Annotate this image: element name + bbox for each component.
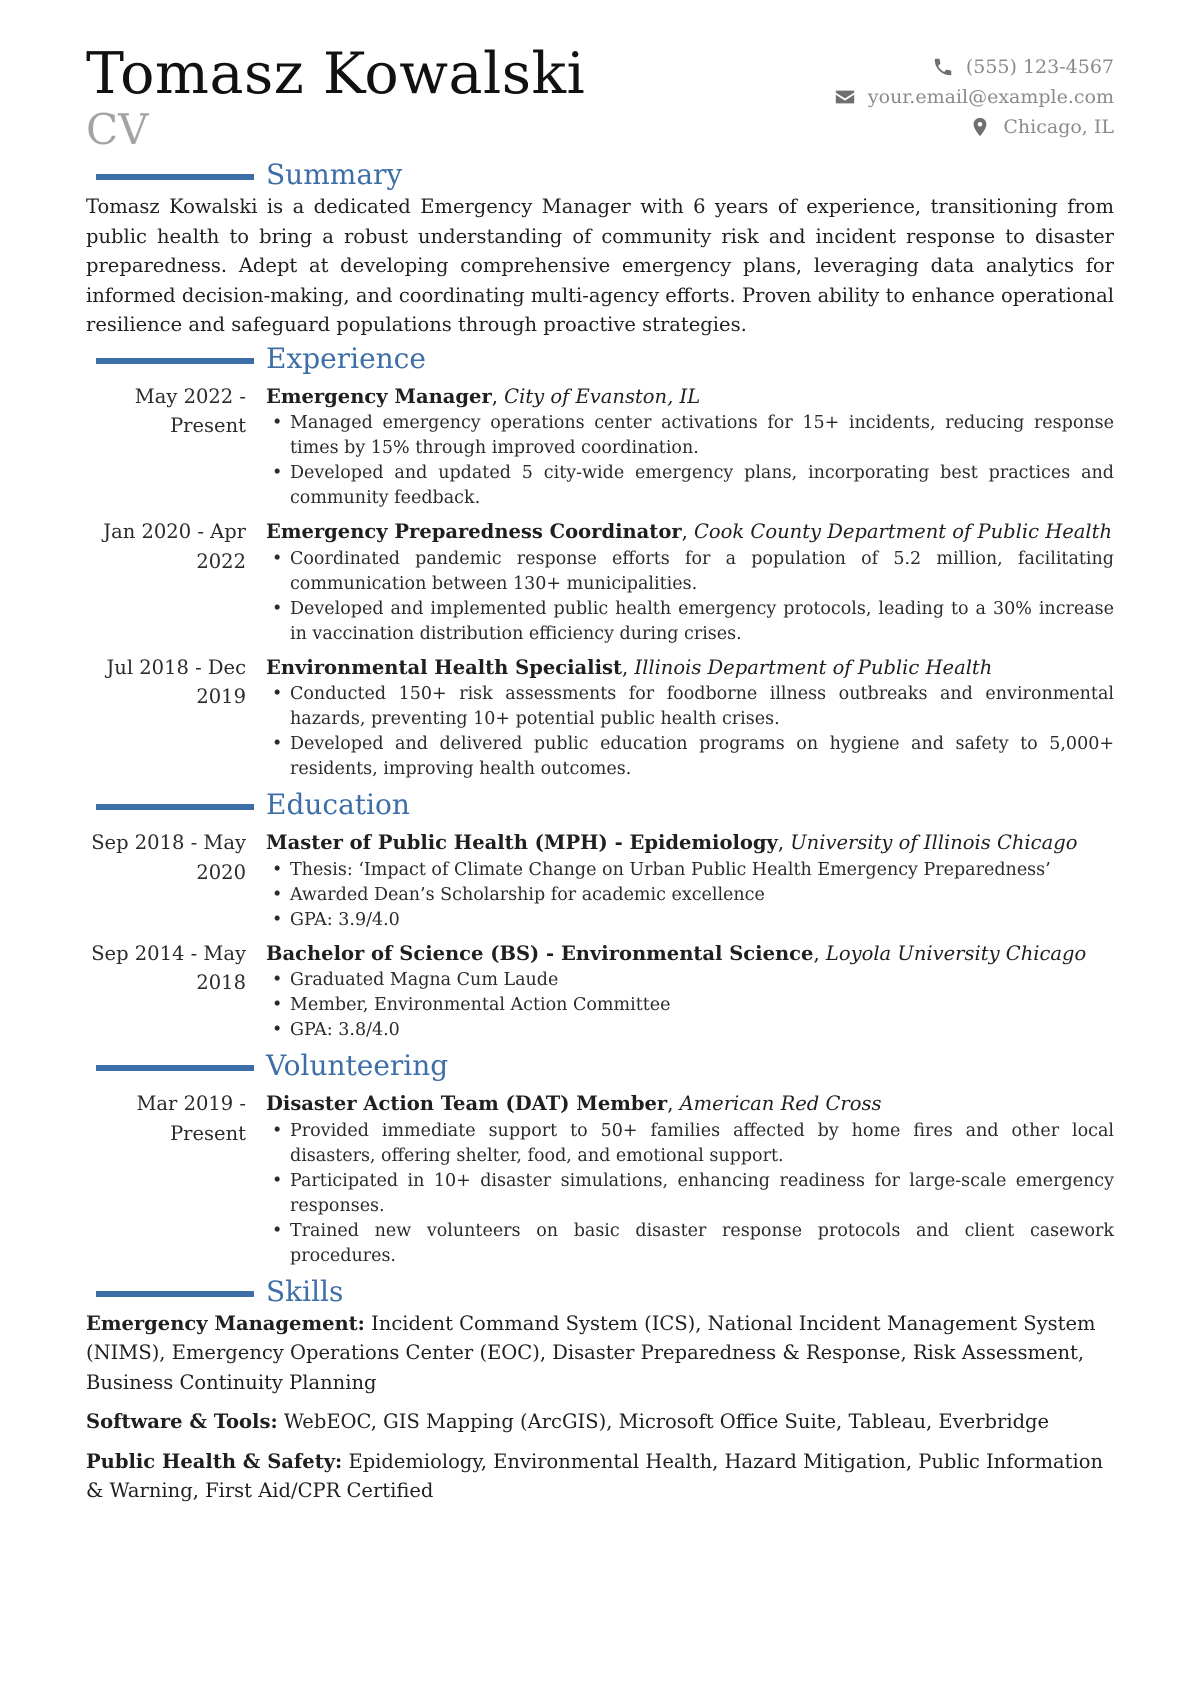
- entry-role: Emergency Preparedness Coordinator: [266, 520, 682, 543]
- experience-section: [86, 342, 1114, 783]
- entry-heading: Environmental Health Specialist, Illinois Department of Public Health: [266, 655, 993, 679]
- entry-organization: Cook County Department of Public Health: [694, 520, 1113, 543]
- entry-date: Sep 2018 - May 2020: [91, 831, 246, 884]
- bullet-item: • Provided immediate support to 50+ families affected by home fires and other local disasters, offering shelter, food, and emotional support.: [266, 1119, 1114, 1169]
- candidate-name: Tomasz Kowalski: [86, 41, 586, 107]
- section-header: [86, 158, 1114, 192]
- entry-date: Jan 2020 - Apr 2022: [103, 520, 246, 573]
- education-list: [86, 828, 1114, 1043]
- experience-list: [86, 382, 1114, 783]
- skill-group-text: Incident Command System (ICS), National Incident Management System (NIMS), Emergency Operations Center (EOC), Disaster Preparedness & Response, Risk Assessment, Business Continuity Planning: [86, 1311, 1096, 1394]
- bullet-item: • Developed and implemented public health emergency protocols, leading to a 30% increase in vaccination distribution efficiency during crises.: [266, 597, 1114, 647]
- entry-main: [266, 517, 1114, 647]
- entry-organization: Illinois Department of Public Health: [634, 655, 993, 679]
- skill-group-label: Public Health & Safety:: [86, 1449, 343, 1473]
- skill-group-label: Software & Tools:: [86, 1410, 278, 1433]
- summary-text: Tomasz Kowalski is a dedicated Emergency Manager with 6 years of experience, transitioning from public health to bring a robust understanding of community risk and incident response to disaster preparedness. Adept at developing comprehensive emergency plans, leveraging data analytics for informed decision-making, and coordinating multi-agency efforts. Proven ability to enhance operational resilience and safeguard populations through proactive strategies.: [86, 195, 1114, 336]
- entry-date: May 2022 - Present: [134, 384, 246, 437]
- entry-role: Bachelor of Science (BS) - Environmental Science: [266, 941, 814, 965]
- entry-organization: City of Evanston, IL: [504, 384, 701, 408]
- skill-group-text: Epidemiology, Environmental Health, Hazard Mitigation, Public Information & Warning, First Aid/CPR Certified: [86, 1449, 1104, 1502]
- section-header: [86, 1049, 1114, 1083]
- entry-role: Environmental Health Specialist: [266, 655, 622, 679]
- section-rule: [96, 174, 254, 180]
- section-title-experience: Experience: [266, 341, 426, 375]
- entry-role: Disaster Action Team (DAT) Member: [266, 1092, 668, 1115]
- education-section: [86, 788, 1114, 1043]
- entry-role: Master of Public Health (MPH) - Epidemiology: [266, 831, 778, 854]
- bullet-item: • GPA: 3.9/4.0: [266, 908, 1114, 933]
- contact-phone: [834, 52, 1114, 82]
- entry-role: Emergency Manager: [266, 384, 492, 408]
- entry: [86, 517, 1114, 647]
- skill-group: [86, 1447, 1114, 1506]
- bullet-item: • Trained new volunteers on basic disaster response protocols and client casework procedures.: [266, 1219, 1114, 1269]
- entry-heading: Disaster Action Team (DAT) Member, American Red Cross: [266, 1092, 882, 1115]
- entry: [86, 939, 1114, 1044]
- section-header: [86, 1275, 1114, 1309]
- entry-date: Mar 2019 - Present: [136, 1092, 246, 1145]
- entry: [86, 653, 1114, 783]
- skill-group: [86, 1309, 1114, 1398]
- skill-group: [86, 1407, 1114, 1437]
- entry-bullets: [266, 547, 1114, 647]
- bullet-item: • Coordinated pandemic response efforts for a population of 5.2 million, facilitating communication between 130+ municipalities.: [266, 547, 1114, 597]
- skill-group-text: WebEOC, GIS Mapping (ArcGIS), Microsoft Office Suite, Tableau, Everbridge: [283, 1410, 1050, 1433]
- entry-bullets: [266, 411, 1114, 511]
- phone-icon: [932, 56, 954, 78]
- entry-main: [266, 939, 1114, 1044]
- contact-email: [834, 82, 1114, 112]
- document-subtitle: CV: [86, 105, 149, 154]
- summary-section: [86, 158, 1114, 340]
- entry-bullets: [266, 1119, 1114, 1269]
- entry: [86, 382, 1114, 512]
- entry-main: [266, 653, 1114, 783]
- section-rule: [96, 358, 254, 364]
- section-rule: [96, 804, 254, 810]
- entry-bullets: [266, 858, 1114, 933]
- entry-organization: American Red Cross: [679, 1092, 882, 1115]
- bullet-item: • Participated in 10+ disaster simulations, enhancing readiness for large-scale emergency responses.: [266, 1169, 1114, 1219]
- entry-heading: Bachelor of Science (BS) - Environmental Science, Loyola University Chicago: [266, 941, 1087, 965]
- section-rule: [96, 1065, 254, 1071]
- entry-heading: Emergency Manager, City of Evanston, IL: [266, 384, 701, 408]
- phone-number: (555) 123-4567: [965, 56, 1114, 78]
- bullet-item: • GPA: 3.8/4.0: [266, 1018, 1114, 1043]
- volunteering-list: [86, 1089, 1114, 1269]
- resume-page: [86, 0, 1114, 1683]
- email-address: your.email@example.com: [867, 86, 1114, 108]
- bullet-item: • Managed emergency operations center activations for 15+ incidents, reducing response times by 15% through improved coordination.: [266, 411, 1114, 461]
- section-header: [86, 342, 1114, 376]
- contact-block: [834, 52, 1114, 142]
- entry-date: Jul 2018 - Dec 2019: [106, 655, 246, 708]
- bullet-item: • Awarded Dean’s Scholarship for academic excellence: [266, 883, 1114, 908]
- entry-date: Sep 2014 - May 2018: [91, 941, 246, 994]
- bullet-item: • Conducted 150+ risk assessments for foodborne illness outbreaks and environmental hazards, preventing 10+ potential public health crises.: [266, 682, 1114, 732]
- entry-bullets: [266, 968, 1114, 1043]
- entry: [86, 1089, 1114, 1269]
- skills-section: [86, 1275, 1114, 1506]
- section-title-education: Education: [266, 788, 410, 821]
- entry-organization: Loyola University Chicago: [825, 941, 1087, 965]
- location-text: Chicago, IL: [1003, 116, 1114, 138]
- entry-bullets: [266, 682, 1114, 782]
- section-header: [86, 788, 1114, 822]
- skill-group-label: Emergency Management:: [86, 1311, 365, 1335]
- bullet-item: • Member, Environmental Action Committee: [266, 993, 1114, 1018]
- resume-header: [86, 0, 1114, 158]
- entry-main: [266, 1089, 1114, 1269]
- entry: [86, 828, 1114, 933]
- section-rule: [96, 1291, 254, 1297]
- bullet-item: • Developed and updated 5 city-wide emergency plans, incorporating best practices and community feedback.: [266, 461, 1114, 511]
- contact-location: [834, 112, 1114, 142]
- section-title-skills: Skills: [266, 1274, 344, 1308]
- volunteering-section: [86, 1049, 1114, 1269]
- envelope-icon: [834, 86, 856, 108]
- bullet-item: • Graduated Magna Cum Laude: [266, 968, 1114, 993]
- entry-organization: University of Illinois Chicago: [790, 831, 1078, 854]
- map-pin-icon: [969, 116, 991, 138]
- section-title-volunteering: Volunteering: [266, 1049, 449, 1082]
- entry-heading: Emergency Preparedness Coordinator, Cook County Department of Public Health: [266, 520, 1113, 543]
- entry-main: [266, 828, 1114, 933]
- entry-main: [266, 382, 1114, 512]
- bullet-item: • Developed and delivered public education programs on hygiene and safety to 5,000+ residents, improving health outcomes.: [266, 732, 1114, 782]
- entry-heading: Master of Public Health (MPH) - Epidemiology, University of Illinois Chicago: [266, 831, 1078, 854]
- bullet-item: • Thesis: ‘Impact of Climate Change on Urban Public Health Emergency Preparedness’: [266, 858, 1114, 883]
- section-title-summary: Summary: [266, 158, 403, 191]
